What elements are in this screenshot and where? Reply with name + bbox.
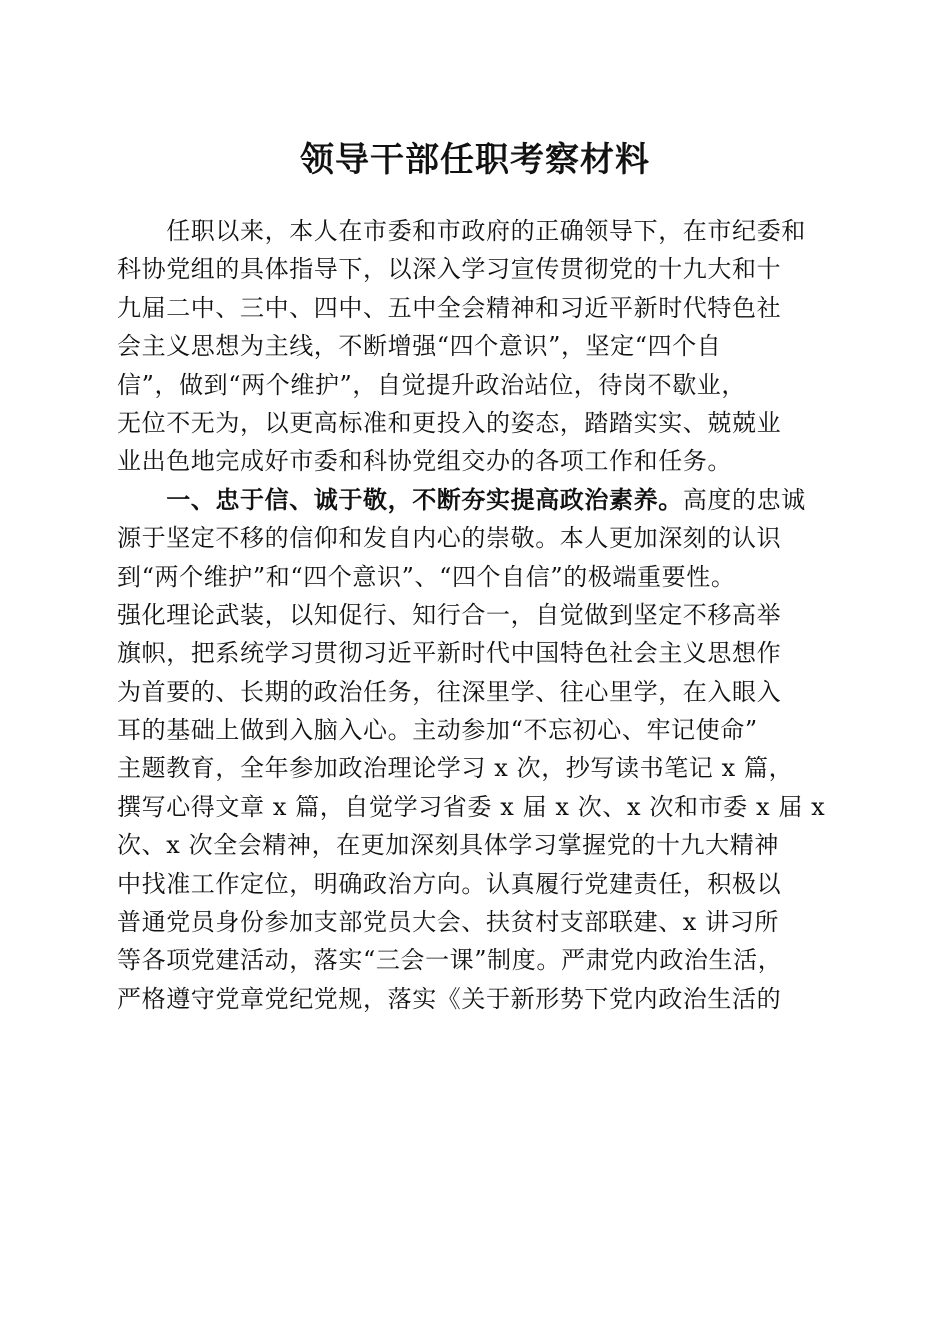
section-line: 等各项党建活动，落实“三会一课”制度。严肃党内政治生活， bbox=[117, 946, 783, 975]
section-line: 次、x 次全会精神，在更加深刻具体学习掌握党的十九大精神 bbox=[117, 831, 779, 860]
intro-line: 九届二中、三中、四中、五中全会精神和习近平新时代特色社 bbox=[117, 293, 782, 322]
intro-line: 业出色地完成好市委和科协党组交办的各项工作和任务。 bbox=[117, 447, 732, 476]
document-body bbox=[117, 212, 830, 1018]
document-title: 领导干部任职考察材料 bbox=[300, 140, 650, 180]
intro-line: 会主义思想为主线，不断增强“四个意识”，坚定“四个自 bbox=[117, 332, 722, 361]
section-line: 撰写心得文章 x 篇，自觉学习省委 x 届 x 次、x 次和市委 x 届 x bbox=[117, 792, 826, 821]
intro-line: 任职以来，本人在市委和市政府的正确领导下，在市纪委和 bbox=[117, 217, 806, 245]
section-line: 普通党员身份参加支部党员大会、扶贫村支部联建、x 讲习所 bbox=[117, 908, 779, 937]
section-heading: 一、忠于信、诚于敬，不断夯实提高政治素养。 bbox=[117, 485, 683, 514]
intro-line: 科协党组的具体指导下，以深入学习宣传贯彻党的十九大和十 bbox=[117, 255, 782, 284]
intro-line: 信”，做到“两个维护”，自觉提升政治站位，待岗不歇业， bbox=[117, 370, 747, 399]
section-heading-continuation: 高度的忠诚 bbox=[682, 485, 806, 514]
section-line: 源于坚定不移的信仰和发自内心的崇敬。本人更加深刻的认识 bbox=[117, 524, 782, 553]
section-line: 旗帜，把系统学习贯彻习近平新时代中国特色社会主义思想作 bbox=[117, 639, 782, 668]
section-line: 为首要的、长期的政治任务，往深里学、往心里学，在入眼入 bbox=[117, 677, 782, 706]
section-line: 耳的基础上做到入脑入心。主动参加“不忘初心、牢记使命” bbox=[117, 716, 758, 745]
section-line: 严格遵守党章党纪党规，落实《关于新形势下党内政治生活的 bbox=[117, 984, 782, 1013]
section-heading-line bbox=[117, 481, 830, 519]
section-line: 主题教育，全年参加政治理论学习 x 次，抄写读书笔记 x 篇， bbox=[117, 754, 794, 783]
intro-line: 无位不无为，以更高标准和更投入的姿态，踏踏实实、兢兢业 bbox=[117, 408, 782, 437]
section-line: 到“两个维护”和“四个意识”、“四个自信”的极端重要性。 bbox=[117, 562, 736, 591]
section-line: 中找准工作定位，明确政治方向。认真履行党建责任，积极以 bbox=[117, 869, 782, 898]
section-line: 强化理论武装，以知促行、知行合一，自觉做到坚定不移高举 bbox=[117, 600, 782, 629]
